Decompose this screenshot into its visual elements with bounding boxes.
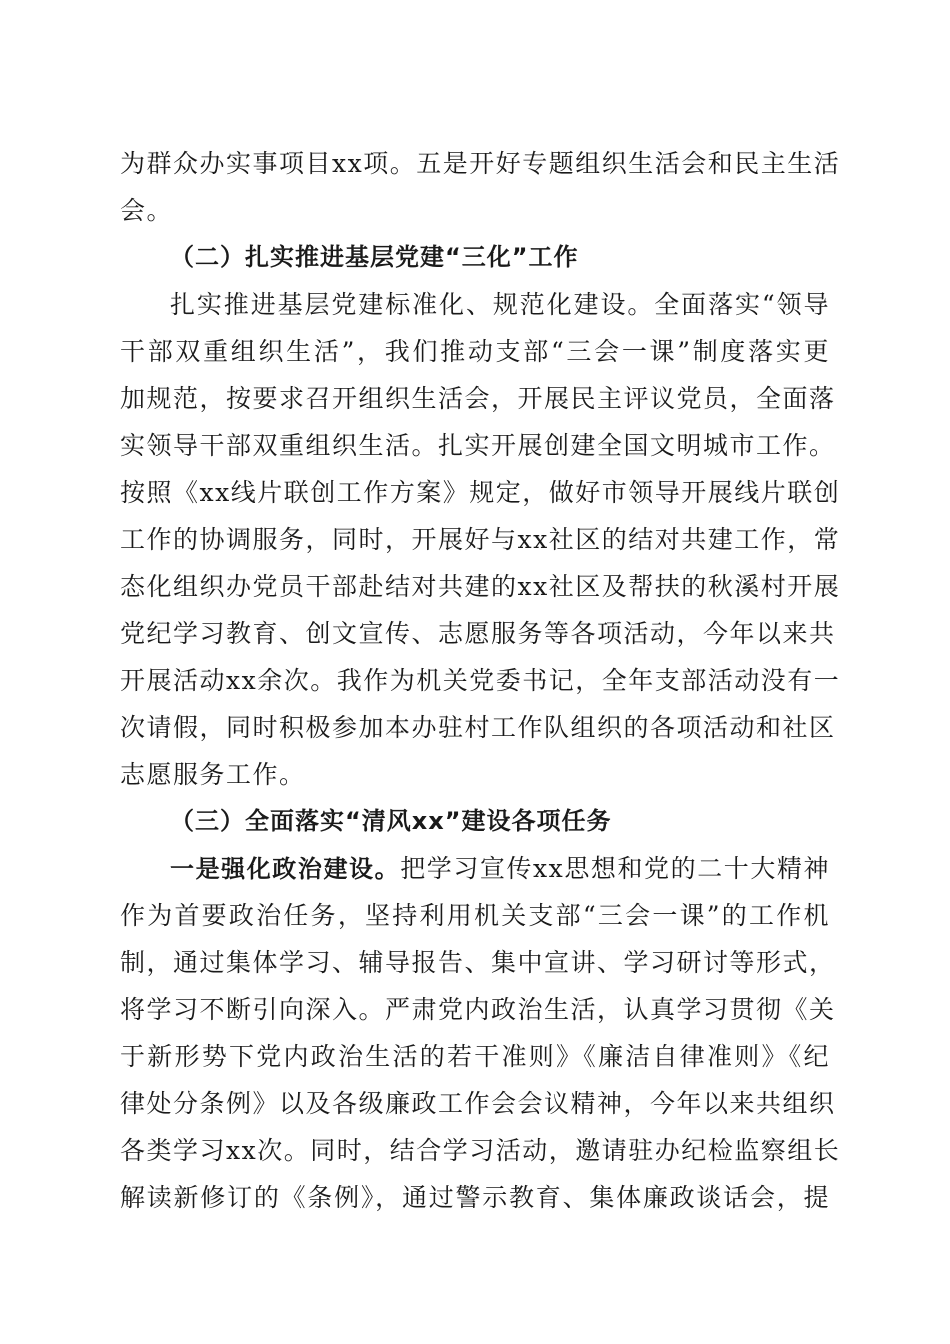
paragraph-line: 次请假，同时积极参加本办驻村工作队组织的各项活动和社区 bbox=[120, 713, 836, 742]
paragraph-line: 为群众办实事项目xx项。五是开好专题组织生活会和民主生活 bbox=[120, 149, 841, 178]
paragraph-line bbox=[120, 845, 830, 892]
paragraph-line: 开展活动xx余次。我作为机关党委书记，全年支部活动没有一 bbox=[120, 666, 841, 695]
paragraph-line: 制，通过集体学习、辅导报告、集中宣讲、学习研讨等形式， bbox=[120, 948, 836, 977]
section-heading-3: （三）全面落实“清风xx”建设各项任务 bbox=[170, 807, 612, 835]
paragraph-line: 态化组织办党员干部赴结对共建的xx社区及帮扶的秋溪村开展 bbox=[120, 572, 841, 601]
paragraph-line: 作为首要政治任务，坚持利用机关支部“三会一课”的工作机 bbox=[120, 901, 830, 930]
paragraph-line: 工作的协调服务，同时，开展好与xx社区的结对共建工作，常 bbox=[120, 525, 841, 554]
paragraph-line: 扎实推进基层党建标准化、规范化建设。全面落实“领导 bbox=[170, 290, 830, 319]
paragraph-line: 按照《xx线片联创工作方案》规定，做好市领导开展线片联创 bbox=[120, 478, 841, 507]
paragraph-text: 把学习宣传xx思想和党的二十大精神 bbox=[400, 854, 831, 883]
paragraph-line: 志愿服务工作。 bbox=[120, 760, 306, 789]
document-page bbox=[120, 140, 841, 1221]
paragraph-line: 实领导干部双重组织生活。扎实开展创建全国文明城市工作。 bbox=[120, 431, 836, 460]
paragraph-line: 于新形势下党内政治生活的若干准则》《廉洁自律准则》《纪 bbox=[120, 1042, 830, 1071]
paragraph-line: 干部双重组织生活”，我们推动支部“三会一课”制度落实更 bbox=[120, 337, 830, 366]
paragraph-line: 加规范，按要求召开组织生活会，开展民主评议党员，全面落 bbox=[120, 384, 836, 413]
paragraph-line: 律处分条例》以及各级廉政工作会会议精神，今年以来共组织 bbox=[120, 1089, 836, 1118]
paragraph-line: 会。 bbox=[120, 196, 174, 225]
paragraph-line: 解读新修订的《条例》，通过警示教育、集体廉政谈话会，提 bbox=[120, 1183, 830, 1212]
lead-bold-phrase: 一是强化政治建设。 bbox=[170, 855, 401, 883]
paragraph-line: 各类学习xx次。同时，结合学习活动，邀请驻办纪检监察组长 bbox=[120, 1136, 841, 1165]
paragraph-line: 党纪学习教育、创文宣传、志愿服务等各项活动，今年以来共 bbox=[120, 619, 836, 648]
paragraph-line: 将学习不断引向深入。严肃党内政治生活，认真学习贯彻《关 bbox=[120, 995, 836, 1024]
section-heading-2: （二）扎实推进基层党建“三化”工作 bbox=[170, 243, 579, 271]
